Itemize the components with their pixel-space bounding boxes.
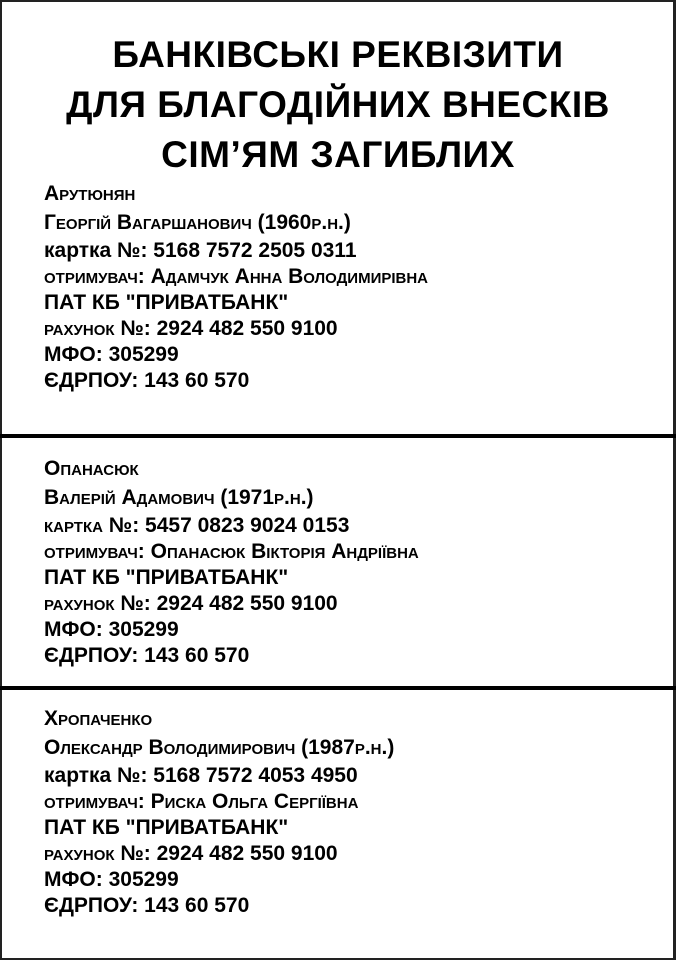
account-line bbox=[44, 841, 664, 867]
entry-block-1 bbox=[44, 180, 664, 394]
mfo-line: МФО: 305299 bbox=[44, 343, 179, 366]
edrpou-line: ЄДРПОУ: 143 60 570 bbox=[44, 369, 250, 392]
account-number: 2924 482 550 9100 bbox=[156, 592, 338, 615]
section-divider-1 bbox=[0, 434, 676, 438]
title-line-2: ДЛЯ БЛАГОДІЙНИХ ВНЕСКІВ bbox=[66, 84, 610, 125]
card-label: картка №: bbox=[44, 239, 148, 262]
recipient-name: Опанасюк Вікторія Андріївна bbox=[150, 540, 419, 563]
entry-block-2 bbox=[44, 455, 664, 669]
bank-name: ПАТ КБ "ПРИВАТБАНК" bbox=[44, 566, 289, 589]
title-line-3: СІМ’ЯМ ЗАГИБЛИХ bbox=[161, 134, 515, 175]
account-number: 2924 482 550 9100 bbox=[156, 317, 338, 340]
title-line-1: БАНКІВСЬКІ РЕКВІЗИТИ bbox=[112, 34, 564, 75]
bank-name: ПАТ КБ "ПРИВАТБАНК" bbox=[44, 291, 289, 314]
recipient-line bbox=[44, 539, 664, 565]
recipient-label: отримувач: bbox=[44, 265, 145, 288]
mfo-line: МФО: 305299 bbox=[44, 868, 179, 891]
card-number: 5168 7572 4053 4950 bbox=[153, 764, 358, 787]
mfo-line: МФО: 305299 bbox=[44, 618, 179, 641]
card-number: 5168 7572 2505 0311 bbox=[153, 239, 357, 262]
entry-fullname: Валерій Адамович (1971р.н.) bbox=[44, 486, 314, 509]
bank-name: ПАТ КБ "ПРИВАТБАНК" bbox=[44, 816, 289, 839]
card-line bbox=[44, 238, 664, 264]
recipient-line bbox=[44, 264, 664, 290]
entry-fullname: Георгій Вагаршанович (1960р.н.) bbox=[44, 211, 351, 234]
entry-surname: Арутюнян bbox=[44, 182, 136, 205]
account-number: 2924 482 550 9100 bbox=[156, 842, 338, 865]
account-line bbox=[44, 591, 664, 617]
entry-fullname: Олександр Володимирович (1987р.н.) bbox=[44, 736, 395, 759]
card-line bbox=[44, 763, 664, 789]
edrpou-line: ЄДРПОУ: 143 60 570 bbox=[44, 644, 250, 667]
entry-block-3 bbox=[44, 705, 664, 919]
account-line bbox=[44, 316, 664, 342]
section-divider-2 bbox=[0, 686, 676, 690]
account-label: рахунок №: bbox=[44, 317, 151, 340]
account-label: рахунок №: bbox=[44, 842, 151, 865]
card-line bbox=[44, 513, 664, 539]
edrpou-line: ЄДРПОУ: 143 60 570 bbox=[44, 894, 250, 917]
page-title bbox=[0, 30, 676, 180]
recipient-label: отримувач: bbox=[44, 790, 145, 813]
card-label: картка №: bbox=[44, 514, 140, 537]
card-number: 5457 0823 9024 0153 bbox=[145, 514, 350, 537]
recipient-line bbox=[44, 789, 664, 815]
card-label: картка №: bbox=[44, 764, 148, 787]
recipient-name: Риска Ольга Сергіївна bbox=[150, 790, 359, 813]
entry-surname: Опанасюк bbox=[44, 457, 139, 480]
account-label: рахунок №: bbox=[44, 592, 151, 615]
recipient-name: Адамчук Анна Володимирівна bbox=[150, 265, 429, 288]
entry-surname: Хропаченко bbox=[44, 707, 153, 730]
recipient-label: отримувач: bbox=[44, 540, 145, 563]
